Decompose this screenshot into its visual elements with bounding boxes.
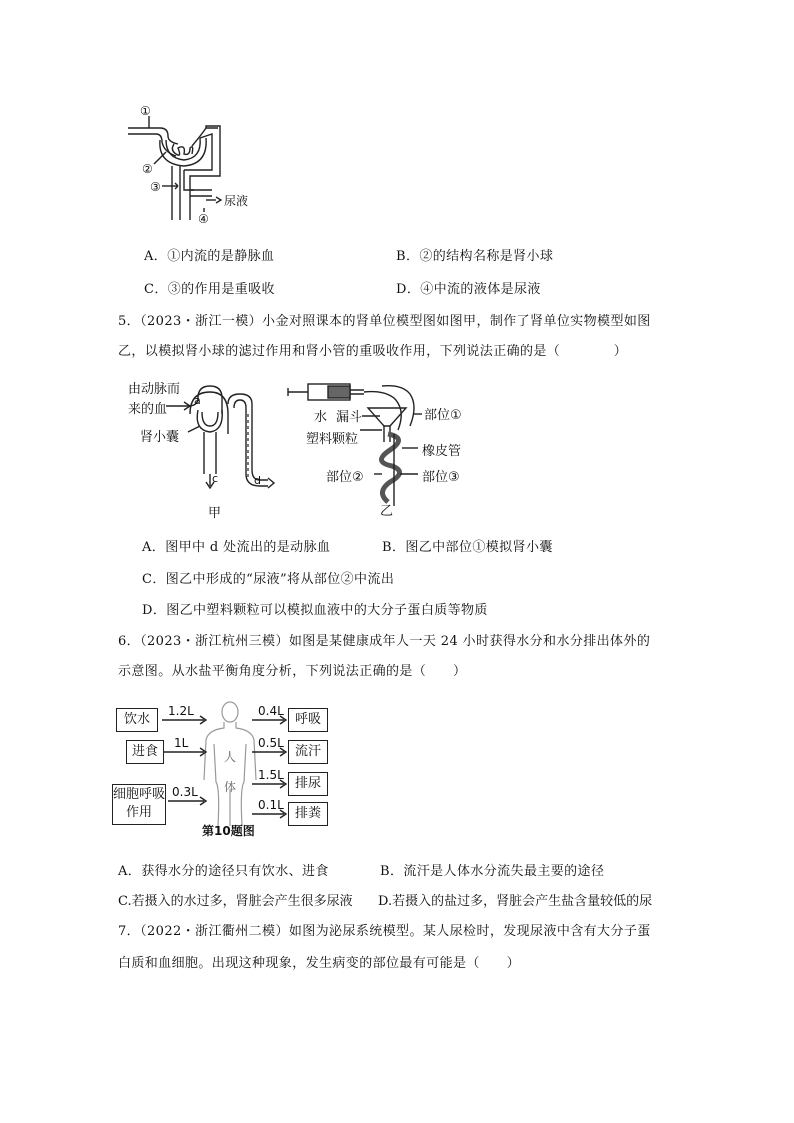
caption-jia: 甲 <box>208 506 222 521</box>
label-funnel: 漏斗 <box>336 410 363 425</box>
input-food-label: 进食 <box>131 744 158 759</box>
q4-option-c: C．③的作用是重吸收 <box>144 282 275 297</box>
output-sweat-label: 流汗 <box>294 744 321 759</box>
output-feces <box>288 802 328 826</box>
output-urine <box>288 772 328 796</box>
q4-option-d: D．④中流的液体是尿液 <box>396 282 541 297</box>
output-sweat-amount: 0.5L <box>258 736 284 750</box>
input-drink-amount: 1.2L <box>168 704 194 718</box>
input-drink <box>116 708 158 732</box>
label-2: ② <box>142 162 153 176</box>
output-sweat <box>288 740 328 764</box>
q7-stem-line1: 7．（2022・浙江衢州二模）如图为泌尿系统模型。某人尿检时，发现尿液中含有大分子蛋 <box>118 924 651 939</box>
q5-option-a: A．图甲中 d 处流出的是动脉血 <box>142 540 331 555</box>
nephron-model-jia <box>128 374 288 522</box>
nephron-diagram-q4 <box>120 104 260 230</box>
q5-option-c: C．图乙中形成的“尿液”将从部位②中流出 <box>142 572 395 587</box>
input-cell-respiration <box>112 784 166 825</box>
caption-yi: 乙 <box>380 504 394 519</box>
label-water: 水 <box>314 410 328 425</box>
output-breath <box>288 708 328 732</box>
input-food <box>126 740 164 764</box>
q5-stem-line2: 乙，以模拟肾小球的滤过作用和肾小管的重吸收作用，下列说法正确的是（ ） <box>118 344 628 359</box>
output-feces-label: 排粪 <box>294 806 321 821</box>
output-feces-amount: 0.1L <box>258 798 284 812</box>
q6-option-d: D.若摄入的盐过多，肾脏会产生盐含量较低的尿 <box>378 894 653 909</box>
label-1: ① <box>140 104 151 118</box>
body-text-ti: 体 <box>224 780 237 794</box>
label-tube: 橡皮管 <box>422 444 462 459</box>
label-d: d <box>254 474 261 487</box>
label-part1: 部位① <box>424 408 462 423</box>
label-beads: 塑料颗粒 <box>306 432 359 447</box>
label-artery-line1: 由动脉而 <box>128 382 181 397</box>
q4-option-b: B．②的结构名称是肾小球 <box>396 249 554 264</box>
label-3: ③ <box>150 180 161 194</box>
output-breath-label: 呼吸 <box>294 712 321 727</box>
label-urine: 尿液 <box>224 194 249 208</box>
label-a: a <box>194 394 201 407</box>
label-4: ④ <box>198 212 209 226</box>
label-capsule: 肾小囊 <box>140 430 180 445</box>
label-part3: 部位③ <box>422 470 460 485</box>
q6-option-b: B．流汗是人体水分流失最主要的途径 <box>380 864 605 879</box>
input-drink-label: 饮水 <box>123 712 150 727</box>
label-c: c <box>212 472 219 485</box>
q5-option-b: B．图乙中部位①模拟肾小囊 <box>382 540 553 555</box>
q6-stem-line1: 6．（2023・浙江杭州三模）如图是某健康成年人一天 24 小时获得水分和水分排出体外的 <box>118 634 651 649</box>
q7-stem-line2: 白质和血细胞。出现这种现象，发生病变的部位最有可能是（ ） <box>118 956 521 971</box>
output-urine-amount: 1.5L <box>258 768 284 782</box>
output-urine-label: 排尿 <box>294 776 321 791</box>
q4-option-a: A．①内流的是静脉血 <box>144 249 275 264</box>
q6-stem-line2: 示意图。从水盐平衡角度分析，下列说法正确的是（ ） <box>118 664 467 679</box>
q6-option-a: A．获得水分的途径只有饮水、进食 <box>118 864 329 879</box>
body-text-ren: 人 <box>224 750 237 764</box>
q5-stem-line1: 5．（2023・浙江一模）小金对照课本的肾单位模型图如图甲，制作了肾单位实物模型如图 <box>118 314 651 329</box>
label-artery-line2: 来的血 <box>128 402 168 417</box>
nephron-model-yi <box>284 374 484 524</box>
figure-caption: 第10题图 <box>202 824 255 838</box>
q5-option-d: D．图乙中塑料颗粒可以模拟血液中的大分子蛋白质等物质 <box>142 603 488 618</box>
input-cell-respiration-label: 细胞呼吸作用 <box>113 787 166 820</box>
q6-option-c: C.若摄入的水过多，肾脏会产生很多尿液 <box>118 894 353 909</box>
label-part2: 部位② <box>326 470 364 485</box>
water-balance-diagram <box>112 700 338 842</box>
input-cell-amount: 0.3L <box>172 785 198 799</box>
input-food-amount: 1L <box>174 736 189 750</box>
output-breath-amount: 0.4L <box>258 704 284 718</box>
